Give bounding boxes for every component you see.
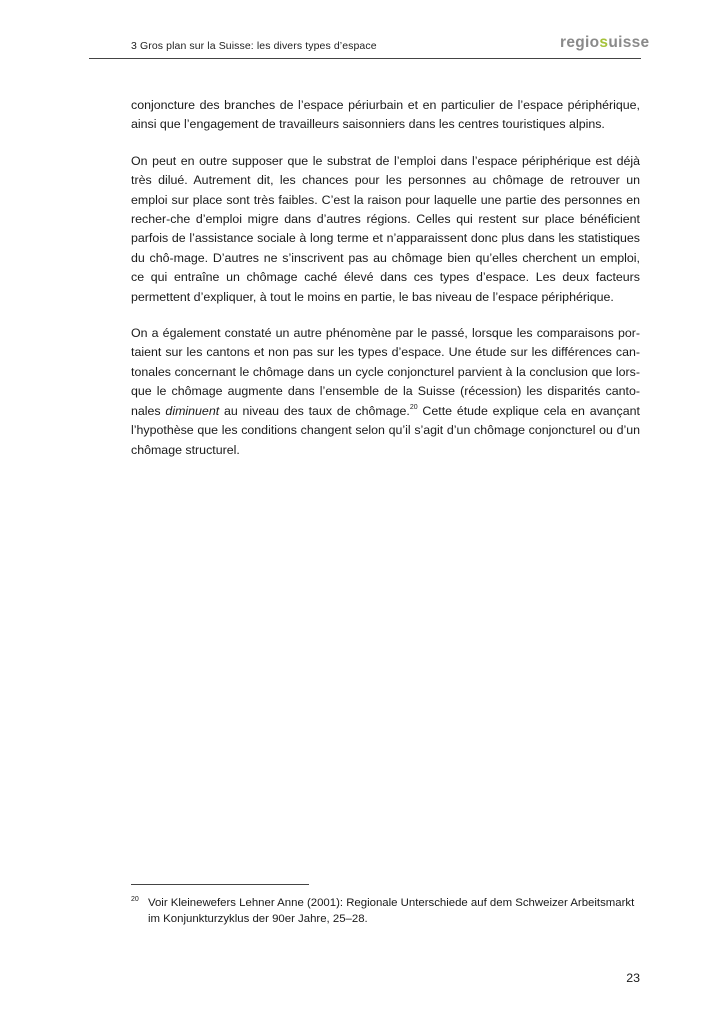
footnote-divider bbox=[131, 884, 309, 885]
footnote bbox=[131, 895, 640, 927]
regiosuisse-logo bbox=[560, 34, 649, 52]
paragraph-3-part-2: au niveau des taux de chômage. bbox=[219, 403, 410, 418]
paragraph-3-part-3: Cette étude explique cela en avançant l’hypothèse que les conditions changent selon qu’il s’agit d’un chômage conjoncturel ou d’un chômage structurel. bbox=[131, 403, 640, 457]
footnote-reference[interactable]: 20 bbox=[409, 403, 418, 411]
header-divider bbox=[89, 58, 641, 59]
logo-accent-letter: s bbox=[599, 34, 609, 51]
page-number: 23 bbox=[626, 971, 640, 985]
logo-text-prefix: regio bbox=[560, 34, 600, 51]
paragraph-1: conjoncture des branches de l’espace périurbain et en particulier de l’espace périphérique, ainsi que l’engagement de travailleurs saisonniers dans les centres touristiques alpins. bbox=[131, 98, 640, 132]
paragraph-3 bbox=[131, 324, 640, 460]
page-header bbox=[0, 0, 728, 60]
body-text bbox=[131, 96, 640, 477]
emphasis-diminuent: diminuent bbox=[165, 403, 220, 418]
footnote-number: 20 bbox=[131, 896, 139, 903]
footnote-text: Voir Kleinewefers Lehner Anne (2001): Regionale Unterschiede auf dem Schweizer Arbeitsmarkt im Konjunkturzyklus der 90er Jahre, 25–28. bbox=[148, 897, 635, 925]
logo-text-suffix: uisse bbox=[608, 34, 650, 51]
paragraph-3-part-1: On a également constaté un autre phénomène par le passé, lorsque les comparaisons por-taient sur les cantons et non pas sur les types d’espace. Une étude sur les différences can-tonales concernant le chômage dans un cycle conjoncturel parvient à la conclusion que lors-que le chômage augmente dans l’ensemble de la Suisse (récession) les disparités canto-nales bbox=[131, 326, 640, 418]
paragraph-2: On peut en outre supposer que le substrat de l’emploi dans l’espace périphérique est déjà très dilué. Autrement dit, les chances pour les personnes au chômage de retrouver un emploi sur place sont très faibles. C’est la raison pour laquelle une partie des personnes en recher-che d’emploi migre dans d’autres régions. Celles qui restent sur place bénéficient parfois de l’assistance sociale à long terme et n’apparaissent donc plus dans les statistiques du chô-mage. D’autres ne s’inscrivent pas au chômage bien qu’elles cherchent un emploi, ce qui entraîne un chômage caché élevé dans ces types d’espace. Les deux facteurs permettent d’expliquer, à tout le moins en partie, le bas niveau de l’espace périphérique. bbox=[131, 153, 640, 304]
chapter-title: 3 Gros plan sur la Suisse: les divers types d’espace bbox=[131, 40, 377, 52]
